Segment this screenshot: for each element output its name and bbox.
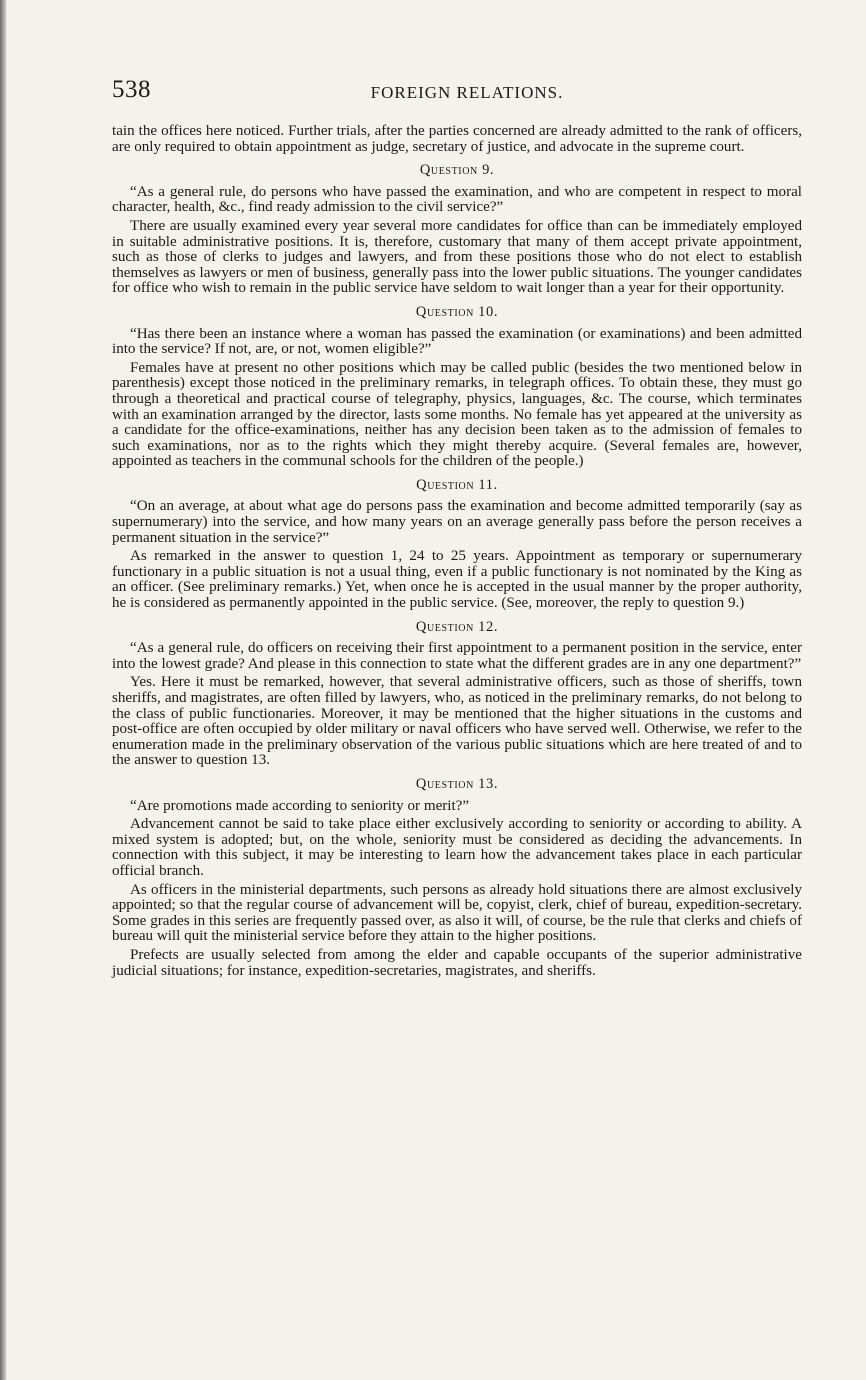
answer-paragraph: As officers in the ministerial departments, such persons as already hold situations there are almost exclusively appointed; so that the regular course of advancement will be, copyist, clerk, chief of bureau, expedition-secretary. Some grades in this series are frequently passed over, as also it will, of course, be the rule that clerks and chiefs of bureau will quit the ministerial service before they attain to the higher positions. bbox=[112, 881, 802, 945]
section-question-13 bbox=[112, 777, 802, 979]
answer-paragraph: Prefects are usually selected from among the elder and capable occupants of the superior administrative judicial situations; for instance, expedition-secretaries, magistrates, and sheriffs. bbox=[112, 946, 802, 979]
section-heading: Question 12. bbox=[415, 618, 499, 635]
answer-paragraph: As remarked in the answer to question 1, 24 to 25 years. Appointment as temporary or supernumerary functionary in a public situation is not a usual thing, even if a public functionary is not nominated by the King as an officer. (See preliminary remarks.) Yet, when once he is accepted in the usual manner by the proper authority, he is considered as permanently appointed in the public service. (See, moreover, the reply to question 9.) bbox=[112, 548, 802, 612]
page-number: 538 bbox=[112, 76, 151, 103]
question-text: “Are promotions made according to seniority or merit?” bbox=[130, 797, 470, 814]
section-question-9 bbox=[112, 163, 802, 297]
question-text: “As a general rule, do officers on receiving their first appointment to a permanent position in the service, enter into the lowest grade? And please in this connection to state what the different grades are in any one department?” bbox=[112, 640, 802, 672]
running-title: FOREIGN RELATIONS. bbox=[370, 83, 564, 102]
section-question-12 bbox=[112, 620, 802, 769]
answer-paragraph: There are usually examined every year several more candidates for office than can be immediately employed in suitable administrative positions. It is, therefore, customary that many of them accept private appointment, such as those of clerks to judges and lawyers, and from these positions those who do not elect to establish themselves as lawyers or men of business, generally pass into the lower public situations. The younger candidates for office who wish to remain in the public service have seldom to wait longer than a year for their opportunity. bbox=[112, 217, 802, 297]
section-heading: Question 13. bbox=[415, 775, 499, 792]
answer-paragraph: Advancement cannot be said to take place either exclusively according to seniority or according to ability. A mixed system is adopted; but, on the whole, seniority must be considered as deciding the advancements. In connection with this subject, it may be interesting to learn how the advancement takes place in each particular official branch. bbox=[112, 816, 802, 879]
page-body bbox=[112, 124, 802, 979]
binding-edge bbox=[0, 0, 7, 1380]
answer-paragraph: Yes. Here it must be remarked, however, that several administrative officers, such as those of sheriffs, town sheriffs, and magistrates, are often filled by lawyers, who, as noticed in the preliminary remarks, do not belong to the class of public functionaries. Moreover, it may be mentioned that the higher situations in the customs and post-office are often occupied by older military or naval officers who have served well. Otherwise, we refer to the enumeration made in the preliminary observation of the various public situations which are here treated of and to the answer to question 13. bbox=[112, 674, 802, 769]
section-question-11 bbox=[112, 478, 802, 612]
question-text: “On an average, at about what age do persons pass the examination and become admitted temporarily (say as supernumerary) into the service, and how many years on an average generally pass before the person receives a permanent situation in the service?” bbox=[112, 498, 802, 546]
section-question-10 bbox=[112, 305, 802, 470]
question-text: “Has there been an instance where a woman has passed the examination (or examinations) and been admitted into the service? If not, are, or not, women eligible?” bbox=[112, 325, 802, 358]
answer-paragraph: Females have at present no other positions which may be called public (besides the two mentioned below in parenthesis) except those noticed in the preliminary remarks, in telegraph offices. To obtain these, they must go through a theoretical and practical course of telegraphy, physics, languages, &c. The course, which terminates with an examination arranged by the director, lasts some months. No female has yet appeared at the university as a candidate for the office-examinations, neither has any decision been taken as to the admission of females to such examinations, nor as to the rights which they might thereby acquire. (Several females are, however, appointed as teachers in the communal schools for the children of the people.) bbox=[112, 359, 802, 470]
section-heading: Question 9. bbox=[419, 162, 495, 179]
intro-paragraph: tain the offices here noticed. Further trials, after the parties concerned are already admitted to the rank of officers, are only required to obtain appointment as judge, secretary of justice, and advocate in the supreme court. bbox=[112, 123, 802, 155]
question-text: “As a general rule, do persons who have passed the examination, and who are competent in respect to moral character, health, &c., find ready admission to the civil service?” bbox=[112, 183, 802, 216]
section-heading: Question 10. bbox=[415, 303, 499, 320]
section-heading: Question 11. bbox=[416, 476, 498, 493]
page-header bbox=[112, 76, 802, 110]
